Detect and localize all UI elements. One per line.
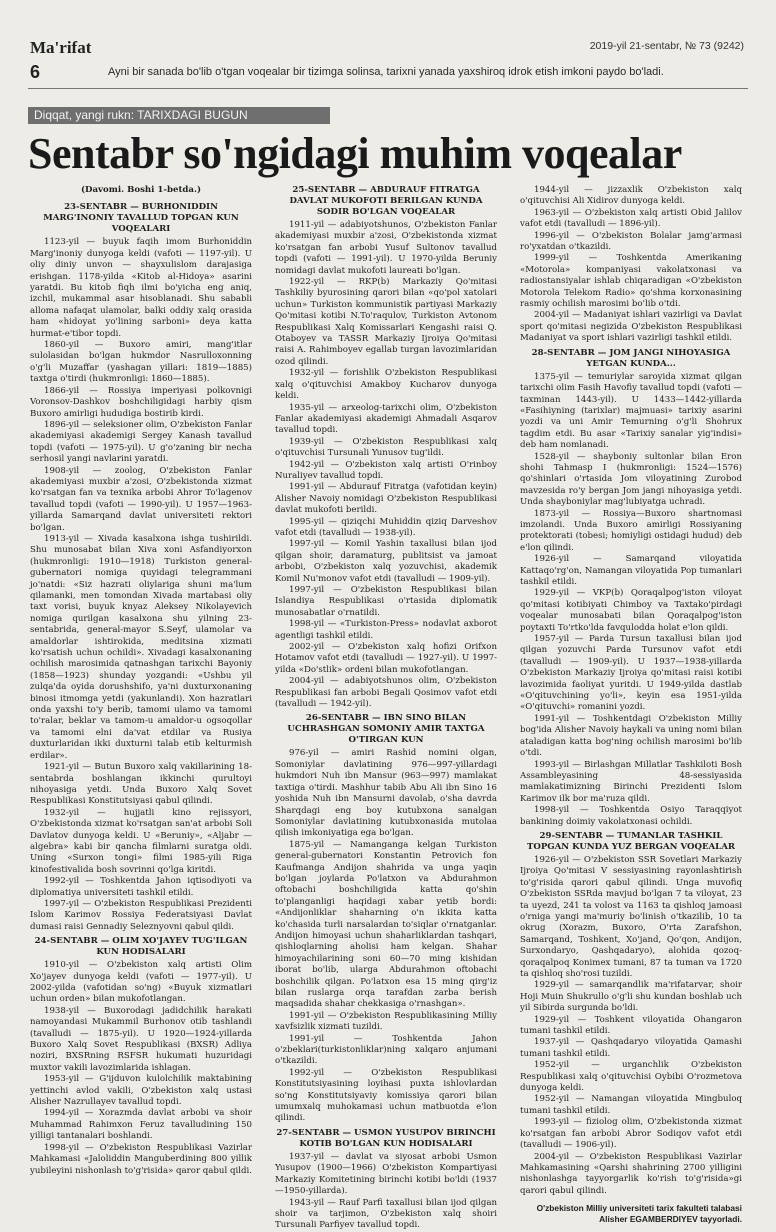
- article-headline: Sentabr so'ngidagi muhim voqealar: [28, 129, 682, 178]
- paragraph: 1921-yil — Butun Buxoro xalq vakillarining 18-sentabrda boshlangan ikkinchi qurultoyi nihoyasiga yetdi. Unda Buxoro Xalq Sovet Respublikasi Konstitutsiyasi qabul qilindi.: [30, 762, 252, 807]
- paragraph: 1944-yil — jizzaxlik O'zbekiston xalq o'qituvchisi Ali Xidirov dunyoga keldi.: [520, 185, 742, 207]
- paragraph: 1952-yil — Namangan viloyatida Mingbuloq tumani tashkil etildi.: [520, 1094, 742, 1116]
- paragraph: 1963-yil — O'zbekiston xalq artisti Obid Jalilov vafot etdi (tavalludi — 1896-yil).: [520, 207, 742, 230]
- paragraph: 1123-yil — buyuk faqih imom Burhoniddin Marg'inoniy dunyoga keldi (vafoti — 1197-yil). U oliy diniy unvon — shayxulislom darajasiga erishgan. 1178-yilda «Kitob al-Hidoya» asarini yaratdi. Bu kitob fiqh ilmi bo'yicha eng aniq, izchil, mukammal asar hisoblanadi. Shu sababli alloma nafaqat ulamolar, balki oddiy xalq orasida ham «hidoyat yo'lining sarboni» deya katta hurmat-e'tibor topdi.: [30, 237, 252, 339]
- paragraph: 1896-yil — seleksioner olim, O'zbekiston Fanlar akademiyasi akademigi Sergey Kanash tavallud topdi (vafoti — 1975-yil). U g'o'zaning bir necha serhosil yangi navlarini yaratdi.: [30, 419, 252, 465]
- article-column-2: [275, 185, 497, 1232]
- paragraph: 1937-yil — davlat va siyosat arbobi Usmon Yusupov (1900—1966) O'zbekiston Kompartiyasi Markaziy Komitetining birinchi kotibi bo'ldi (1937 —1950-yillarda).: [275, 1151, 497, 1197]
- paragraph: 1997-yil — O'zbekiston Respublikasi bilan Islandiya Respublikasi o'rtasida diplomatik munosabatlar o'rnatildi.: [275, 585, 497, 618]
- section-heading: 28-SENTABR — JOM JANGI NIHOYASIGA YETGAN KUNDA...: [531, 347, 731, 369]
- issue-info: 2019-yil 21-sentabr, № 73 (9242): [589, 40, 744, 52]
- paragraph: 1998-yil — «Turkiston-Press» nodavlat axborot agentligi tashkil etildi.: [275, 619, 497, 641]
- author-signature: [520, 1203, 742, 1225]
- section-heading: 26-SENTABR — IBN SINO BILAN UCHRASHGAN SOMONIY AMIR TAXTGA O'TIRGAN KUN: [287, 713, 485, 746]
- paragraph: 1991-yil — Abdurauf Fitratga (vafotidan keyin) Alisher Navoiy nomidagi O'zbekiston Respublikasi davlat mukofoti berildi.: [275, 482, 497, 516]
- paragraph: 1999-yil — Toshkentda Amerikaning «Motorola» kompaniyasi vakolatxonasi va radiostansiyalar ishlab chiqaradigan «O'zbekiston Motorola Telekom Radio» qo'shma korxonasining rasmiy ochilish marosimi bo'lib o'tdi.: [520, 253, 742, 310]
- section-heading: 27-SENTABR — USMON YUSUPOV BIRINCHI KOTIB BO'LGAN KUN HODISALARI: [276, 1127, 496, 1149]
- article-column-1: [30, 185, 252, 1177]
- paragraph: 976-yil — amiri Rashid nomini olgan, Somoniylar davlatining 976—997-yillardagi hukmdori Nuh ibn Mansur (963—997) mamlakat taxtiga o'tirdi. Mashhur tabib Abu Ali ibn Sino 16 yoshida Nuh ibn Mansurni davolab, o'sha davrda Sharqdagi eng boy kutubxona sanalgan Somoniylar davlatining kutubxonasida mutolaa qilish imkoniyatiga ega bo'lgan.: [275, 748, 497, 839]
- paragraph: 1991-yil — Toshkentda Jahon o'zbeklari(turkistonliklar)ning xalqaro anjumani o'tkazildi.: [275, 1033, 497, 1067]
- paragraph: 1866-yil — Rossiya imperiyasi polkovnigi Voronsov-Dashkov boshchiligidagi harbiy qism Buxoro amirligi hududiga bostirib kirdi.: [30, 385, 252, 419]
- paragraph: 1957-yil — Parda Tursun taxallusi bilan ijod qilgan yozuvchi Parda Tursunov vafot etdi (tavalludi — 1909-yil). U 1937—1938-yillarda O'zbekiston Markaziy Ijroiya qo'mitasi raisi kotibi lavozimida faoliyat yuritdi. U 1949-yilda dastlab «O'qituvchining yo'li», keyin esa 1951-yilda «O'qituvchi» romanini yozdi.: [520, 634, 742, 713]
- paragraph: 1913-yil — Xivada kasalxona ishga tushirildi. Shu munosabat bilan Xiva xoni Asfandiyorxon (hukmronligi: 1910—1918) Turkiston general-gubernatori nomiga quyidagi telegrammani jo'natdi: «Siz hazrati oliylariga shuni ma'lum qilamanki, men tomondan Xivada martabasi oliy taxt vorisi, buyuk knyaz Aleksey Nikolayevich nomiga qurilgan kasalxona shu yilning 23-sentabrida, general-mayor S.Seyf, ulamolar va amaldorlar ishtirokida, meditsina xizmati ko'rsatish uchun ochildi». Xivadagi kasalxonaning ochilish marosimida qatnashgan tarixchi Bayoniy (1858—1923) shunday yozgandi: «Ushbu yil zulqa'da oyida dorushshifo, ya'ni duxturxonaning binosi itmomga yetdi (yakunlandi). Xon hazratlari onda yaxshi to'y berib, tamomi ulamo va tamomi to'ralar, beklar va tamom-u amaldor-u ogsoqollar va tamomi elni da'vat etdilar va Rusiya duxturlaridan ikki duxturni talab etib kelturmish erdilar».: [30, 533, 252, 761]
- paragraph: 2004-yil — adabiyotshunos olim, O'zbekiston Respublikasi fan arbobi Begali Qosimov vafot etdi (tavalludi — 1942-yil).: [275, 676, 497, 710]
- section-heading: 25-SENTABR — ABDURAUF FITRATGA DAVLAT MUKOFOTI BERILGAN KUNDA SODIR BO'LGAN VOQEALAR: [289, 185, 483, 217]
- paragraph: 1994-yil — Xorazmda davlat arbobi va shoir Muhammad Rahimxon Feruz tavalludining 150 yilligi tantanalari boshlandi.: [30, 1108, 252, 1142]
- paragraph: 1922-yil — RKP(b) Markaziy Qo'mitasi Tashkiliy byurosining qarori bilan «qo'pol xatolari uchun» Turkiston kommunistik partiyasi Markaziy Qo'mitasi kotibi N.To'raqulov, Turkiston Avtonom Respublikasi Xalq Komissarlari Kengashi raisi Q. Otaboyev va TASSR Markaziy Ijroiya Qo'mitasi raisi A. Rahimboyev egallab turgan lavozimlaridan ozod qilindi.: [275, 277, 497, 367]
- paragraph: 1929-yil — Toshkent viloyatida Ohangaron tumani tashkil etildi.: [520, 1014, 742, 1037]
- paragraph: 1528-yil — shayboniy sultonlar bilan Eron shohi Tahmasp I (hukmronligi: 1524—1576) qo'shinlari o'rtasida Jom viloyatining Zurobod mavzesida ro'y bergan Jom jangi nihoyasiga yetdi. Unda shayboniylar mag'lubiyatga uchradi.: [520, 451, 742, 508]
- paragraph: 1873-yil — Rossiya—Buxoro shartnomasi imzolandi. Unda Buxoro amirligi Rossiyaning protektorati (tobesi; homiyligi ostidagi hudud) deb e'lon qilindi.: [520, 508, 742, 553]
- section-heading: 29-SENTABR — TUMANLAR TASHKIL TOPGAN KUNDA YUZ BERGAN VOQEALAR: [526, 830, 736, 852]
- paragraph: 1997-yil — Komil Yashin taxallusi bilan ijod qilgan shoir, daramaturg, publitsist va jamoat arbobi, O'zbekiston xalq yozuvchisi, akademik Komil Nu'monov vafot etdi (tavalludi — 1909-yil).: [275, 539, 497, 584]
- paragraph: 1375-yil — temuriylar saroyida xizmat qilgan tarixchi olim Fasih Havofiy tavallud topdi (vafoti — taxminan 1443-yil). U 1433—1442-yillarda «Fasihiyning (tarixlar) majmuasi» tarixiy asarini yozdi va uni Amir Temurning o'g'li Shohrux tagdim etdi. Bu asar «Tarixiy sanalar yig'indisi» deb ham nomlanadi.: [520, 371, 742, 451]
- paragraph: 1926-yil — O'zbekiston SSR Sovetlari Markaziy Ijroiya Qo'mitasi V sessiyasining rayonlashtirish to'g'risida qarori qabul qilindi. Unga muvofiq O'zbekiston SSRda mavjud bo'lgan 7 ta viloyat, 23 ta uyezd, 241 ta volost va 1163 ta qishloq jamoasi o'rniga yangi ma'muriy bo'linish o'tkazilib, 10 ta okrug (Xorazm, Buxoro, O'rta Zarafshon, Samarqand, Toshkent, Xo'jand, Qo'qon, Andijon, Surxondaryo, Qashqadaryo), alohida qozoq-qoraqalpoq Konimex tumani, 87 ta tuman va 1720 ta qishloq sho'rosi tuzildi.: [520, 854, 742, 979]
- paragraph: 1991-yil — Toshkentdagi O'zbekiston Milliy bog'ida Alisher Navoiy haykali va uning nomi bilan ataladigan katta bog'ning ochilish marosimi bo'lib o'tdi.: [520, 713, 742, 759]
- paragraph: 1939-yil — O'zbekiston Respublikasi xalq o'qituvchisi Tursunali Yunusov tug'ildi.: [275, 436, 497, 459]
- paragraph: 1943-yil — Rauf Parfi taxallusi bilan ijod qilgan shoir va tarjimon, O'zbekiston xalq shoiri Tursunali Parfiyev tavallud topdi.: [275, 1197, 497, 1231]
- continuation-note: (Davomi. Boshi 1-betda.): [80, 185, 202, 195]
- paragraph: 1911-yil — adabiyotshunos, O'zbekiston Fanlar akademiyasi muxbir a'zosi, O'zbekistonda xizmat ko'rsatgan fan arbobi Yusuf Sultonov tavallud topdi (vafoti — 1991-yil). U 1970-yilda Beruniy nomidagi davlat mukofoti laureati bo'lgan.: [275, 220, 497, 276]
- paragraph: 1875-yil — Namanganga kelgan Turkiston general-gubernatori Konstantin Petrovich fon Kaufmanga Andijon shahrida va unga yaqin bo'lgan joylarda Po'latxon va Abdurahmon oftobachi boshchiligida katta qo'shin to'planganligi haqidagi xabar yetib bordi: «Andijonliklar shaharning o'n ikkita katta ko'chasida turli narsalardan to'siqlar o'rnatganlar. Andijon himoyasi uchun shaharliklardan tashqari, qishloqlarning aholisi ham kelgan. Shahar himoyachilarining soni 60—70 ming kishidan iborat bo'lib, ularga Abdurahmon oftobachi boshchilik qilgan. Po'latxon esa 15 ming qirg'iz bilan ruslarga orqa tarafdan zarba berish maqsadida shahar chekkasiga o'rnashgan».: [275, 839, 497, 1010]
- paragraph: 1938-yil — Buxorodagi jadidchilik harakati namoyandasi Mukammil Burhonov otib tashlandi (tavalludi — 1875-yil). U 1920—1924-yillarda Buxoro Xalq Sovet Respublikasi (BXSR) Adliya noziri, BXSRning RSFSR hukumati huzuridagi muxtor vakili lavozimlarida ishlagan.: [30, 1005, 252, 1073]
- signature-line: O'zbekiston Milliy universiteti tarix fakulteti talabasi: [536, 1203, 742, 1214]
- paragraph: 1910-yil — O'zbekiston xalq artisti Olim Xo'jayev dunyoga keldi (vafoti — 1977-yil). U 2002-yilda (vafotidan so'ng) «Buyuk xizmatlari uchun orden» bilan mukofotlangan.: [30, 960, 252, 1005]
- paragraph: 1908-yil — zoolog, O'zbekiston Fanlar akademiyasi muxbir a'zosi, O'zbekistonda xizmat ko'rsatgan fan va texnika arbobi Ahror To'lagenov tavallud topdi (vafoti — 1990-yil). U 1957—1963-yillarda Samarqand davlat universiteti rektori bo'lgan.: [30, 465, 252, 533]
- paragraph: 1992-yil — O'zbekiston Respublikasi Konstitutsiyasining loyihasi puxta ishlovlardan so'ng Konstitutsiyaviy komissiya qarori bilan umumxalq muhokamasi uchun matbuotda e'lon qilindi.: [275, 1067, 497, 1124]
- rubric-banner: Diqqat, yangi rukn: TARIXDAGI BUGUN: [28, 107, 330, 124]
- paragraph: 1937-yil — Qashqadaryo viloyatida Qamashi tumani tashkil etildi.: [520, 1037, 742, 1059]
- paragraph: 1992-yil — Toshkentda Jahon iqtisodiyoti va diplomatiya universiteti tashkil etildi.: [30, 876, 252, 898]
- masthead-logo: Ma'rifat: [30, 38, 92, 57]
- article-column-3: [520, 185, 742, 1225]
- paragraph: 1935-yil — arxeolog-tarixchi olim, O'zbekiston Fanlar akademiyasi akademigi Ahmadali Asqarov tavallud topdi.: [275, 402, 497, 436]
- paragraph: 1991-yil — O'zbekiston Respublikasining Milliy xavfsizlik xizmati tuzildi.: [275, 1010, 497, 1033]
- header-divider: [28, 88, 748, 89]
- page-tagline: Ayni bir sanada bo'lib o'tgan voqealar bir tizimga solinsa, tarixni yanada yaxshiroq idrok etish imkoni paydo bo'ladi.: [108, 66, 664, 78]
- paragraph: 1953-yil — G'ijduvon kulolchilik maktabining yettinchi avlod vakili, O'zbekiston xalq ustasi Alisher Nazrullayev tavallud topdi.: [30, 1074, 252, 1108]
- section-heading: 23-SENTABR — BURHONIDDIN MARG'INONIY TAVALLUD TOPGAN KUN VOQEALARI: [43, 202, 239, 235]
- paragraph: 2004-yil — O'zbekiston Respublikasi Vazirlar Mahkamasining «Qarshi shahrining 2700 yilligini nishonlashga tayyorgarlik ko'rish to'g'risida»gi qarori qabul qilindi.: [520, 1151, 742, 1196]
- section-heading: 24-SENTABR — OLIM XO'JAYEV TUG'ILGAN KUN HODISALARI: [34, 936, 248, 958]
- paragraph: 1932-yil — forishlik O'zbekiston Respublikasi xalq o'qituvchisi Amakboy Kucharov dunyoga keldi.: [275, 368, 497, 402]
- paragraph: 1929-yil — samarqandlik ma'rifatarvar, shoir Hoji Muin Shukrullo o'g'li shu kundan boshlab uch yil Sibirda surgunda bo'ldi.: [520, 980, 742, 1014]
- paragraph: 1952-yil — urganchlik O'zbekiston Respublikasi xalq o'qituvchisi Oybibi O'rozmetova dunyoga keldi.: [520, 1060, 742, 1094]
- paragraph: 2002-yil — O'zbekiston xalq hofizi Orifxon Hotamov vafot etdi (tavalludi — 1927-yil). U 1997-yilda «Do'stlik» ordeni bilan mukofotlangan.: [275, 642, 497, 675]
- paragraph: 1860-yil — Buxoro amiri, mang'itlar sulolasidan bo'lgan hukmdor Nasrulloxonning o'g'li Muzaffar (yashagan yillari: 1819—1885) taxtga o'tirdi (hukmronligi: 1860—1885).: [30, 340, 252, 385]
- signature-line: Alisher EGAMBERDIYEV tayyorladi.: [599, 1214, 742, 1225]
- paragraph: 1926-yil — Samarqand viloyatida Kattaqo'rg'on, Namangan viloyatida Pop tumanlari tashkil etildi.: [520, 554, 742, 587]
- paragraph: 1993-yil — Birlashgan Millatlar Tashkiloti Bosh Assambleyasining 48-sessiyasida mamlakatimizning Birinchi Prezidenti Islom Karimov ilk bor ma'ruza qildi.: [520, 759, 742, 804]
- paragraph: 1932-yil — hujjatli kino rejissyori, O'zbekistonda xizmat ko'rsatgan san'at arbobi Soli Davlatov dunyoga keldi. U «Beruniy», «Aljabr — algebra» kabi bir qancha filmlarni suratga oldi. Uning «Surxon tongi» filmi 1985-yili Riga kinofestivalida bosh sovrinni qo'lga kiritdi.: [30, 807, 252, 875]
- paragraph: 1995-yil — qiziqchi Muhiddin qiziq Darveshov vafot etdi (tavalludi — 1938-yil).: [275, 516, 497, 538]
- paragraph: 1929-yil — VKP(b) Qoraqalpog'iston viloyat qo'mitasi kotibiyati Chimboy va Taxtako'pirdagi voqealar munosabati bilan Qoraqalpog'iston poytaxti To'rtko'lda favqulodda holat e'lon qildi.: [520, 588, 742, 633]
- paragraph: 2004-yil — Madaniyat ishlari vazirligi va Davlat sport qo'mitasi negizida O'zbekiston Respublikasi Madaniyat va sport ishlari vazirligi tashkil etildi.: [520, 310, 742, 344]
- page-number: 6: [30, 62, 41, 82]
- paragraph: 1998-yil — Toshkentda Osiyo Taraqqiyot bankining doimiy vakolatxonasi ochildi.: [520, 805, 742, 827]
- paragraph: 1996-yil — O'zbekiston Bolalar jamg'armasi ro'yxatdan o'tkazildi.: [520, 230, 742, 253]
- paragraph: 1998-yil — O'zbekiston Respublikasi Vazirlar Mahkamasi «Jaloliddin Manguberdining 800 yillik yubileyini nishonlash to'g'risida» qaror qabul qildi.: [30, 1142, 252, 1176]
- paragraph: 1942-yil — O'zbekiston xalq artisti O'rinboy Nuraliyev tavallud topdi.: [275, 459, 497, 481]
- paragraph: 1993-yil — fiziolog olim, O'zbekistonda xizmat ko'rsatgan fan arbobi Abror Sodiqov vafot etdi (tavalludi — 1906-yil).: [520, 1117, 742, 1151]
- paragraph: 1997-yil — O'zbekiston Respublikasi Prezidenti Islom Karimov Rossiya Federatsiyasi Davlat dumasi raisi Gennadiy Seleznyovni qabul qildi.: [30, 898, 252, 932]
